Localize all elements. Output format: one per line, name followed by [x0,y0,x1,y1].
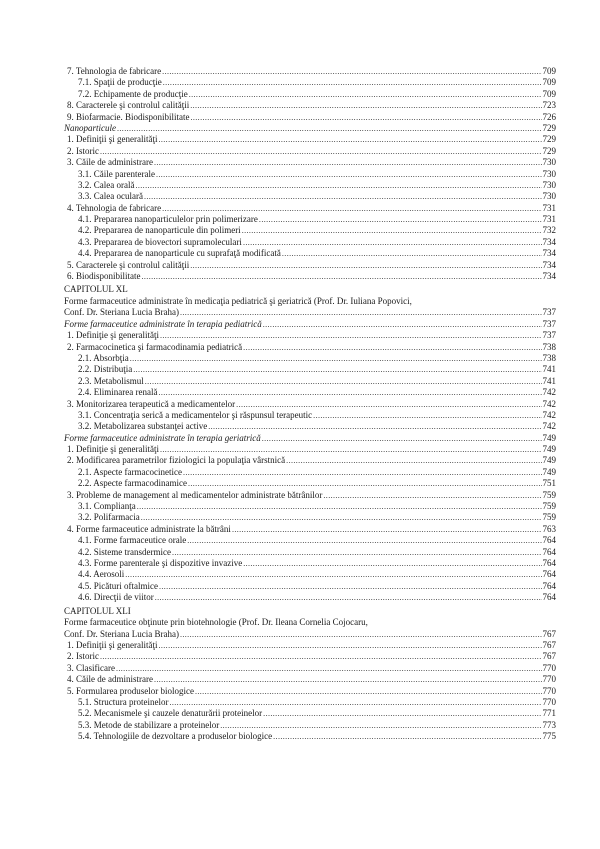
dot-leader [160,444,542,455]
toc-page-number: 764 [542,546,556,557]
toc-page-number: 738 [542,341,556,352]
dot-leader [263,708,541,719]
toc-page-number: 734 [542,271,556,282]
dot-leader [188,478,542,489]
toc-page-number: 741 [542,364,556,375]
toc-entry [64,640,556,651]
toc-entry-title: 3.3. Calea oculară [78,191,143,202]
toc-page-number: 709 [542,88,556,99]
toc-page-number: 742 [542,421,556,432]
toc-entry [64,237,556,248]
toc-page-number: 764 [542,580,556,591]
dot-leader [116,663,542,674]
toc-page-number: 737 [542,307,556,318]
dot-leader [313,410,541,421]
toc-page-number: 759 [542,512,556,523]
dot-leader [142,271,542,282]
toc-entry-title: 2.1. Absorbţia [78,352,129,363]
dot-leader [232,524,542,535]
dot-leader [286,455,541,466]
toc-page-number: 763 [542,523,556,534]
dot-leader [144,191,542,202]
toc-entry [64,535,556,546]
dot-leader [163,77,542,88]
dot-leader [183,467,542,478]
toc-entry [64,123,556,134]
toc-entry [64,364,556,375]
toc-entry-title: 2. Istoric [67,651,99,662]
toc-entry [64,214,556,225]
toc-entry-title: 5.2. Mecanismele şi cauzele denaturării proteinelor [78,708,263,719]
toc-entry [64,558,556,569]
toc-page-number: 773 [542,719,556,730]
toc-entry-title: 3.2. Polifarmacia [78,512,140,523]
toc-entry [64,100,556,111]
toc-entry [64,467,556,478]
dot-leader [172,547,542,558]
toc-entry [64,674,556,685]
toc-entry [64,720,556,731]
toc-entry [64,524,556,535]
dot-leader [259,214,542,225]
toc-entry-title: 4. Căile de administrare [67,674,153,685]
toc-entry-title: 4.1. Forme farmaceutice orale [78,535,187,546]
toc-entry-title: 5.1. Structura proteinelor [78,696,169,707]
toc-entry [64,203,556,214]
toc-entry [64,512,556,523]
toc-entry-title: 2. Istoric [67,145,99,156]
toc-page-number: 775 [542,731,556,742]
chapter-title-line: Forme farmaceutice administrate în medicaţia pediatrică şi geriatrică (Prof. Dr. Iuliana Popovici, [64,296,412,307]
dot-leader [190,100,541,111]
dot-leader [243,237,542,248]
toc-entry-title: 3.2. Calea orală [78,179,135,190]
toc-page-number: 737 [542,330,556,341]
toc-page-number: 729 [542,145,556,156]
toc-page-number: 734 [542,259,556,270]
dot-leader [154,157,542,168]
toc-entry-title: 2. Farmacocinetica şi farmacodinamia pediatrică [67,341,243,352]
toc-entry-title: 4.6. Direcţii de viitor [78,592,154,603]
toc-entry [64,376,556,387]
toc-entry-title: 3. Probleme de management al medicamentelor administrate bătrânilor [67,489,323,500]
dot-leader [137,501,542,512]
toc-entry [64,490,556,501]
toc-entry [64,157,556,168]
toc-entry-title: 2.3. Metabolismul [78,375,144,386]
toc-entry-title: 4.1. Prepararea nanoparticulelor prin polimerizare [78,214,258,225]
toc-page-number: 770 [542,662,556,673]
toc-entry-title: 4. Tehnologia de fabricare [67,202,162,213]
toc-entry-title: 7.2. Echipamente de producţie [78,88,188,99]
toc-entry [64,225,556,236]
dot-leader [273,731,541,742]
toc-entry [64,421,556,432]
toc-page-number: 759 [542,489,556,500]
toc-entry-title: 8. Caracterele şi controlul calităţii [67,100,190,111]
toc-page-number: 734 [542,236,556,247]
toc-entry [64,651,556,662]
toc-entry-title: 1. Definiţii şi generalităţi [67,639,158,650]
toc-page-number: 764 [542,535,556,546]
chapter-heading: CAPITOLUL XL [64,284,128,295]
toc-entry [64,134,556,145]
dot-leader [141,512,542,523]
dot-leader [263,319,542,330]
toc-page-number: 749 [542,432,556,443]
table-of-contents [64,66,556,742]
toc-entry-title: 5. Caracterele şi controlul calităţii [67,259,190,270]
toc-page-number: 730 [542,168,556,179]
toc-page-number: 709 [542,77,556,88]
toc-page-number: 742 [542,409,556,420]
dot-leader [100,651,542,662]
toc-page-number: 737 [542,318,556,329]
toc-entry-title: 4.3. Forme parenterale şi dispozitive invazive [78,558,243,568]
dot-leader [190,112,541,123]
dot-leader [130,353,542,364]
toc-entry-title: 1. Definiţii şi generalităţi [67,134,158,145]
chapter-title-line: Forme farmaceutice obţinute prin biotehnologie (Prof. Dr. Ileana Cornelia Cojocaru, [64,617,368,628]
dot-leader [180,307,542,318]
toc-entry [64,629,556,640]
toc-entry-title: 5.4. Tehnologiile de dezvoltare a produselor biologice [78,731,273,742]
toc-entry [64,547,556,558]
toc-page-number: 732 [542,225,556,236]
toc-entry-title: 4.4. Aerosoli [78,569,125,580]
dot-leader [208,421,541,432]
toc-entry [64,501,556,512]
dot-leader [282,248,542,259]
toc-page-number: 749 [542,466,556,477]
dot-leader [159,581,542,592]
toc-page-number: 738 [542,352,556,363]
toc-entry-title: 2.2. Distribuţia [78,364,133,375]
toc-page-number: 730 [542,157,556,168]
toc-entry-title: 2.2. Aspecte farmacodinamice [78,478,187,489]
toc-page-number: 730 [542,179,556,190]
toc-page-number: 770 [542,685,556,696]
toc-entry-title: 3. Clasificare [67,662,115,673]
toc-entry-title: 9. Biofarmacie. Biodisponibilitate [67,111,190,122]
toc-entry-title: 4.2. Prepararea de nanoparticule din polimeri [78,225,241,236]
toc-page-number: 770 [542,696,556,707]
toc-entry-title: Forme farmaceutice administrate în terapia geriatrică [64,432,261,443]
toc-entry-title: 2.4. Eliminarea renală [78,387,158,398]
toc-entry-title: 1. Definiţie şi generalităţi [67,444,159,455]
toc-entry [64,89,556,100]
toc-entry [64,697,556,708]
toc-entry [64,260,556,271]
dot-leader [158,387,541,398]
toc-page-number: 731 [542,214,556,225]
dot-leader [117,123,542,134]
dot-leader [180,629,542,640]
toc-entry-title: 3.1. Căile parenterale [78,168,155,179]
toc-entry [64,455,556,466]
toc-entry [64,444,556,455]
toc-entry-title: 7. Tehnologia de fabricare [67,66,162,76]
dot-leader [100,146,542,157]
toc-entry [64,569,556,580]
toc-page-number: 734 [542,248,556,259]
toc-page-number: 742 [542,387,556,398]
toc-entry-title: 3.1. Complianţa [78,501,136,512]
toc-page-number: 770 [542,674,556,685]
toc-entry-title: 7.1. Spaţii de producţie [78,77,162,88]
toc-page-number: 759 [542,501,556,512]
dot-leader [135,180,541,191]
toc-entry [64,191,556,202]
toc-entry [64,399,556,410]
dot-leader [160,330,542,341]
dot-leader [190,260,541,271]
dot-leader [156,169,542,180]
toc-entry [64,330,556,341]
toc-entry [64,112,556,123]
toc-entry [64,307,556,318]
toc-page-number: 726 [542,111,556,122]
dot-leader [169,697,541,708]
dot-leader [162,66,541,77]
toc-entry [64,592,556,603]
dot-leader [236,399,541,410]
toc-entry [64,271,556,282]
toc-entry [64,731,556,742]
toc-entry [64,478,556,489]
dot-leader [158,640,541,651]
dot-leader [262,433,542,444]
toc-page-number: 731 [542,202,556,213]
toc-entry [64,180,556,191]
toc-entry [64,342,556,353]
dot-leader [158,134,541,145]
toc-entry [64,410,556,421]
toc-entry-title: Conf. Dr. Steriana Lucia Braha) [64,628,179,639]
toc-entry [64,686,556,697]
chapter-heading: CAPITOLUL XLI [64,605,131,616]
toc-page-number: 764 [542,558,556,568]
toc-entry [64,387,556,398]
toc-entry [64,663,556,674]
toc-entry [64,353,556,364]
dot-leader [133,364,541,375]
toc-page-number: 764 [542,569,556,580]
toc-page-number: 741 [542,375,556,386]
toc-entry [64,66,556,77]
toc-entry-title: Conf. Dr. Steriana Lucia Braha) [64,307,179,318]
dot-leader [189,89,542,100]
dot-leader [220,720,541,731]
toc-entry-title: 2. Modificarea parametrilor fiziologici la populaţia vârstnică [67,455,286,466]
toc-entry-title: 4.2. Sisteme transdermice [78,546,171,557]
toc-entry-title: 4.3. Prepararea de biovectori supramoleculari [78,236,242,247]
dot-leader [195,686,542,697]
toc-page-number: 749 [542,455,556,466]
toc-entry [64,319,556,330]
toc-page-number: 751 [542,478,556,489]
dot-leader [242,225,542,236]
toc-entry-title: 3. Căile de administrare [67,157,153,168]
dot-leader [154,674,542,685]
toc-entry-title: 5. Formularea produselor biologice [67,685,194,696]
toc-entry [64,433,556,444]
toc-entry-title: Forme farmaceutice administrate în terapia pediatrică [64,318,262,329]
toc-entry [64,77,556,88]
toc-entry-title: 3. Monitorizarea terapeutică a medicamentelor [67,398,236,409]
dot-leader [162,203,541,214]
dot-leader [145,376,542,387]
toc-entry-title: 3.1. Concentraţia serică a medicamentelor şi răspunsul terapeutic [78,409,313,420]
toc-page-number: 723 [542,100,556,111]
dot-leader [243,342,541,353]
dot-leader [243,558,541,569]
dot-leader [125,569,541,580]
toc-entry-title: 6. Biodisponibilitate [67,271,141,282]
toc-page-number: 767 [542,651,556,662]
toc-page-number: 749 [542,444,556,455]
toc-entry-title: 1. Definiţie şi generalităţi [67,330,159,341]
toc-entry-title: 3.2. Metabolizarea substanţei active [78,421,208,432]
toc-entry-title: 4.5. Picături oftalmice [78,580,158,591]
toc-entry-title: Nanoparticule [64,122,116,133]
dot-leader [155,592,542,603]
toc-page-number: 709 [542,66,556,76]
toc-entry-title: 4.4. Prepararea de nanoparticule cu suprafaţă modificată [78,248,281,259]
toc-page-number: 729 [542,122,556,133]
toc-entry [64,146,556,157]
dot-leader [187,535,541,546]
toc-entry-title: 4. Forme farmaceutice administrate la bătrâni [67,523,231,534]
toc-entry-title: 5.3. Metode de stabilizare a proteinelor [78,719,220,730]
toc-entry [64,248,556,259]
toc-entry [64,169,556,180]
dot-leader [323,490,541,501]
toc-page-number: 767 [542,628,556,639]
toc-page-number: 767 [542,639,556,650]
toc-page-number: 742 [542,398,556,409]
toc-page-number: 730 [542,191,556,202]
toc-entry-title: 2.1. Aspecte farmacocinetice [78,466,182,477]
toc-entry [64,581,556,592]
toc-page-number: 764 [542,592,556,603]
toc-entry [64,708,556,719]
toc-page-number: 771 [542,708,556,719]
toc-page-number: 729 [542,134,556,145]
